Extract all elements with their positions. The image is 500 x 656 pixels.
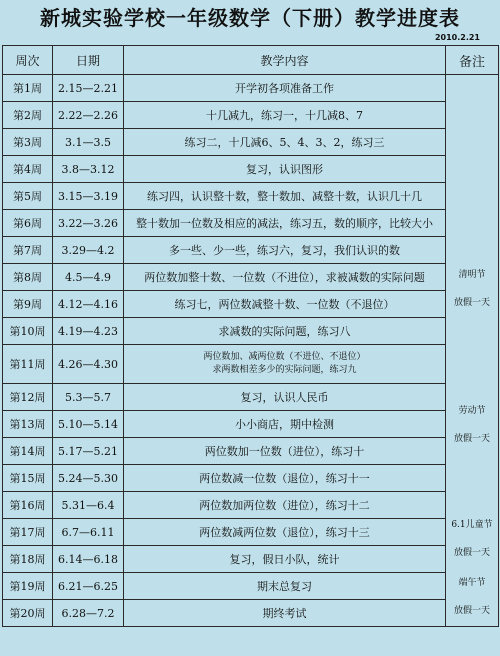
schedule-table <box>2 45 499 627</box>
table-row <box>3 519 499 546</box>
table-row <box>3 600 499 627</box>
week-cell: 第9周 <box>3 291 53 318</box>
dates-cell: 5.10—5.14 <box>53 411 124 438</box>
content-cell: 小小商店，期中检测 <box>124 411 446 438</box>
dates-cell: 3.8—3.12 <box>53 156 124 183</box>
week-cell: 第10周 <box>3 318 53 345</box>
dates-cell: 2.22—2.26 <box>53 102 124 129</box>
table-row <box>3 102 499 129</box>
week-cell: 第16周 <box>3 492 53 519</box>
content-cell: 练习七，两位数减整十数、一位数（不退位） <box>124 291 446 318</box>
table-row <box>3 237 499 264</box>
table-row <box>3 156 499 183</box>
table-row <box>3 129 499 156</box>
table-row <box>3 264 499 291</box>
content-cell: 整十数加一位数及相应的减法，练习五，数的顺序，比较大小 <box>124 210 446 237</box>
content-cell: 两位数减一位数（退位），练习十一 <box>124 465 446 492</box>
table-row <box>3 318 499 345</box>
header-remarks: 备注 <box>446 46 499 75</box>
content-cell: 练习二，十几减6、5、4、3、2，练习三 <box>124 129 446 156</box>
table-row <box>3 75 499 102</box>
page-title: 新城实验学校一年级数学（下册）教学进度表 <box>40 6 460 30</box>
table-row <box>3 384 499 411</box>
dates-cell: 4.19—4.23 <box>53 318 124 345</box>
week-cell: 第20周 <box>3 600 53 627</box>
dates-cell: 4.26—4.30 <box>53 345 124 384</box>
dates-cell: 6.21—6.25 <box>53 573 124 600</box>
table-row <box>3 546 499 573</box>
content-cell: 两位数加一位数（进位），练习十 <box>124 438 446 465</box>
content-cell: 复习，假日小队，统计 <box>124 546 446 573</box>
week-cell: 第7周 <box>3 237 53 264</box>
week-cell: 第12周 <box>3 384 53 411</box>
dates-cell: 5.17—5.21 <box>53 438 124 465</box>
content-cell: 两位数减两位数（退位），练习十三 <box>124 519 446 546</box>
remark-note: 放假一天 <box>453 606 490 616</box>
remark-note: 放假一天 <box>453 434 490 444</box>
dates-cell: 6.14—6.18 <box>53 546 124 573</box>
table-row <box>3 210 499 237</box>
week-cell: 第15周 <box>3 465 53 492</box>
dates-cell: 3.1—3.5 <box>53 129 124 156</box>
content-cell: 练习四，认识整十数，整十数加、减整十数，认识几十几 <box>124 183 446 210</box>
content-line: 两位数加、减两位数（不进位、不退位） <box>203 352 366 362</box>
header-content: 教学内容 <box>124 46 446 75</box>
week-cell: 第18周 <box>3 546 53 573</box>
content-cell: 十几减九，练习一，十几减8、7 <box>124 102 446 129</box>
remark-note: 劳动节 <box>458 406 486 416</box>
dates-cell: 5.24—5.30 <box>53 465 124 492</box>
table-row <box>3 411 499 438</box>
dates-cell: 2.15—2.21 <box>53 75 124 102</box>
week-cell: 第11周 <box>3 345 53 384</box>
table-row <box>3 183 499 210</box>
remark-note: 端午节 <box>458 578 486 588</box>
content-cell: 开学初各项准备工作 <box>124 75 446 102</box>
dates-cell: 6.28—7.2 <box>53 600 124 627</box>
week-cell: 第13周 <box>3 411 53 438</box>
content-cell <box>124 345 446 384</box>
content-cell: 期终考试 <box>124 600 446 627</box>
week-cell: 第14周 <box>3 438 53 465</box>
dates-cell: 4.5—4.9 <box>53 264 124 291</box>
table-row <box>3 465 499 492</box>
week-cell: 第17周 <box>3 519 53 546</box>
content-cell: 期末总复习 <box>124 573 446 600</box>
content-cell: 多一些、少一些，练习六，复习，我们认识的数 <box>124 237 446 264</box>
dates-cell: 3.22—3.26 <box>53 210 124 237</box>
dates-cell: 4.12—4.16 <box>53 291 124 318</box>
content-line: 求两数相差多少的实际问题，练习九 <box>212 365 357 375</box>
header-dates: 日期 <box>53 46 124 75</box>
content-cell: 两位数加整十数、一位数（不进位），求被减数的实际问题 <box>124 264 446 291</box>
week-cell: 第4周 <box>3 156 53 183</box>
content-cell: 复习，认识人民币 <box>124 384 446 411</box>
week-cell: 第2周 <box>3 102 53 129</box>
remark-note: 放假一天 <box>453 298 490 308</box>
content-cell: 两位数加两位数（进位），练习十二 <box>124 492 446 519</box>
dates-cell: 5.31—6.4 <box>53 492 124 519</box>
table-row <box>3 573 499 600</box>
week-cell: 第5周 <box>3 183 53 210</box>
document-date: 2010.2.21 <box>434 33 480 42</box>
content-cell: 复习，认识图形 <box>124 156 446 183</box>
content-cell: 求减数的实际问题，练习八 <box>124 318 446 345</box>
week-cell: 第1周 <box>3 75 53 102</box>
table-row <box>3 492 499 519</box>
week-cell: 第3周 <box>3 129 53 156</box>
dates-cell: 6.7—6.11 <box>53 519 124 546</box>
table-row <box>3 345 499 384</box>
remark-note: 放假一天 <box>453 548 490 558</box>
table-row <box>3 438 499 465</box>
header-row <box>3 46 499 75</box>
week-cell: 第8周 <box>3 264 53 291</box>
dates-cell: 5.3—5.7 <box>53 384 124 411</box>
dates-cell: 3.15—3.19 <box>53 183 124 210</box>
week-cell: 第19周 <box>3 573 53 600</box>
week-cell: 第6周 <box>3 210 53 237</box>
remark-note: 6.1儿童节 <box>451 520 493 530</box>
header-week: 周次 <box>3 46 53 75</box>
remarks-cell <box>446 75 499 627</box>
dates-cell: 3.29—4.2 <box>53 237 124 264</box>
remark-note: 清明节 <box>458 270 486 280</box>
table-row <box>3 291 499 318</box>
